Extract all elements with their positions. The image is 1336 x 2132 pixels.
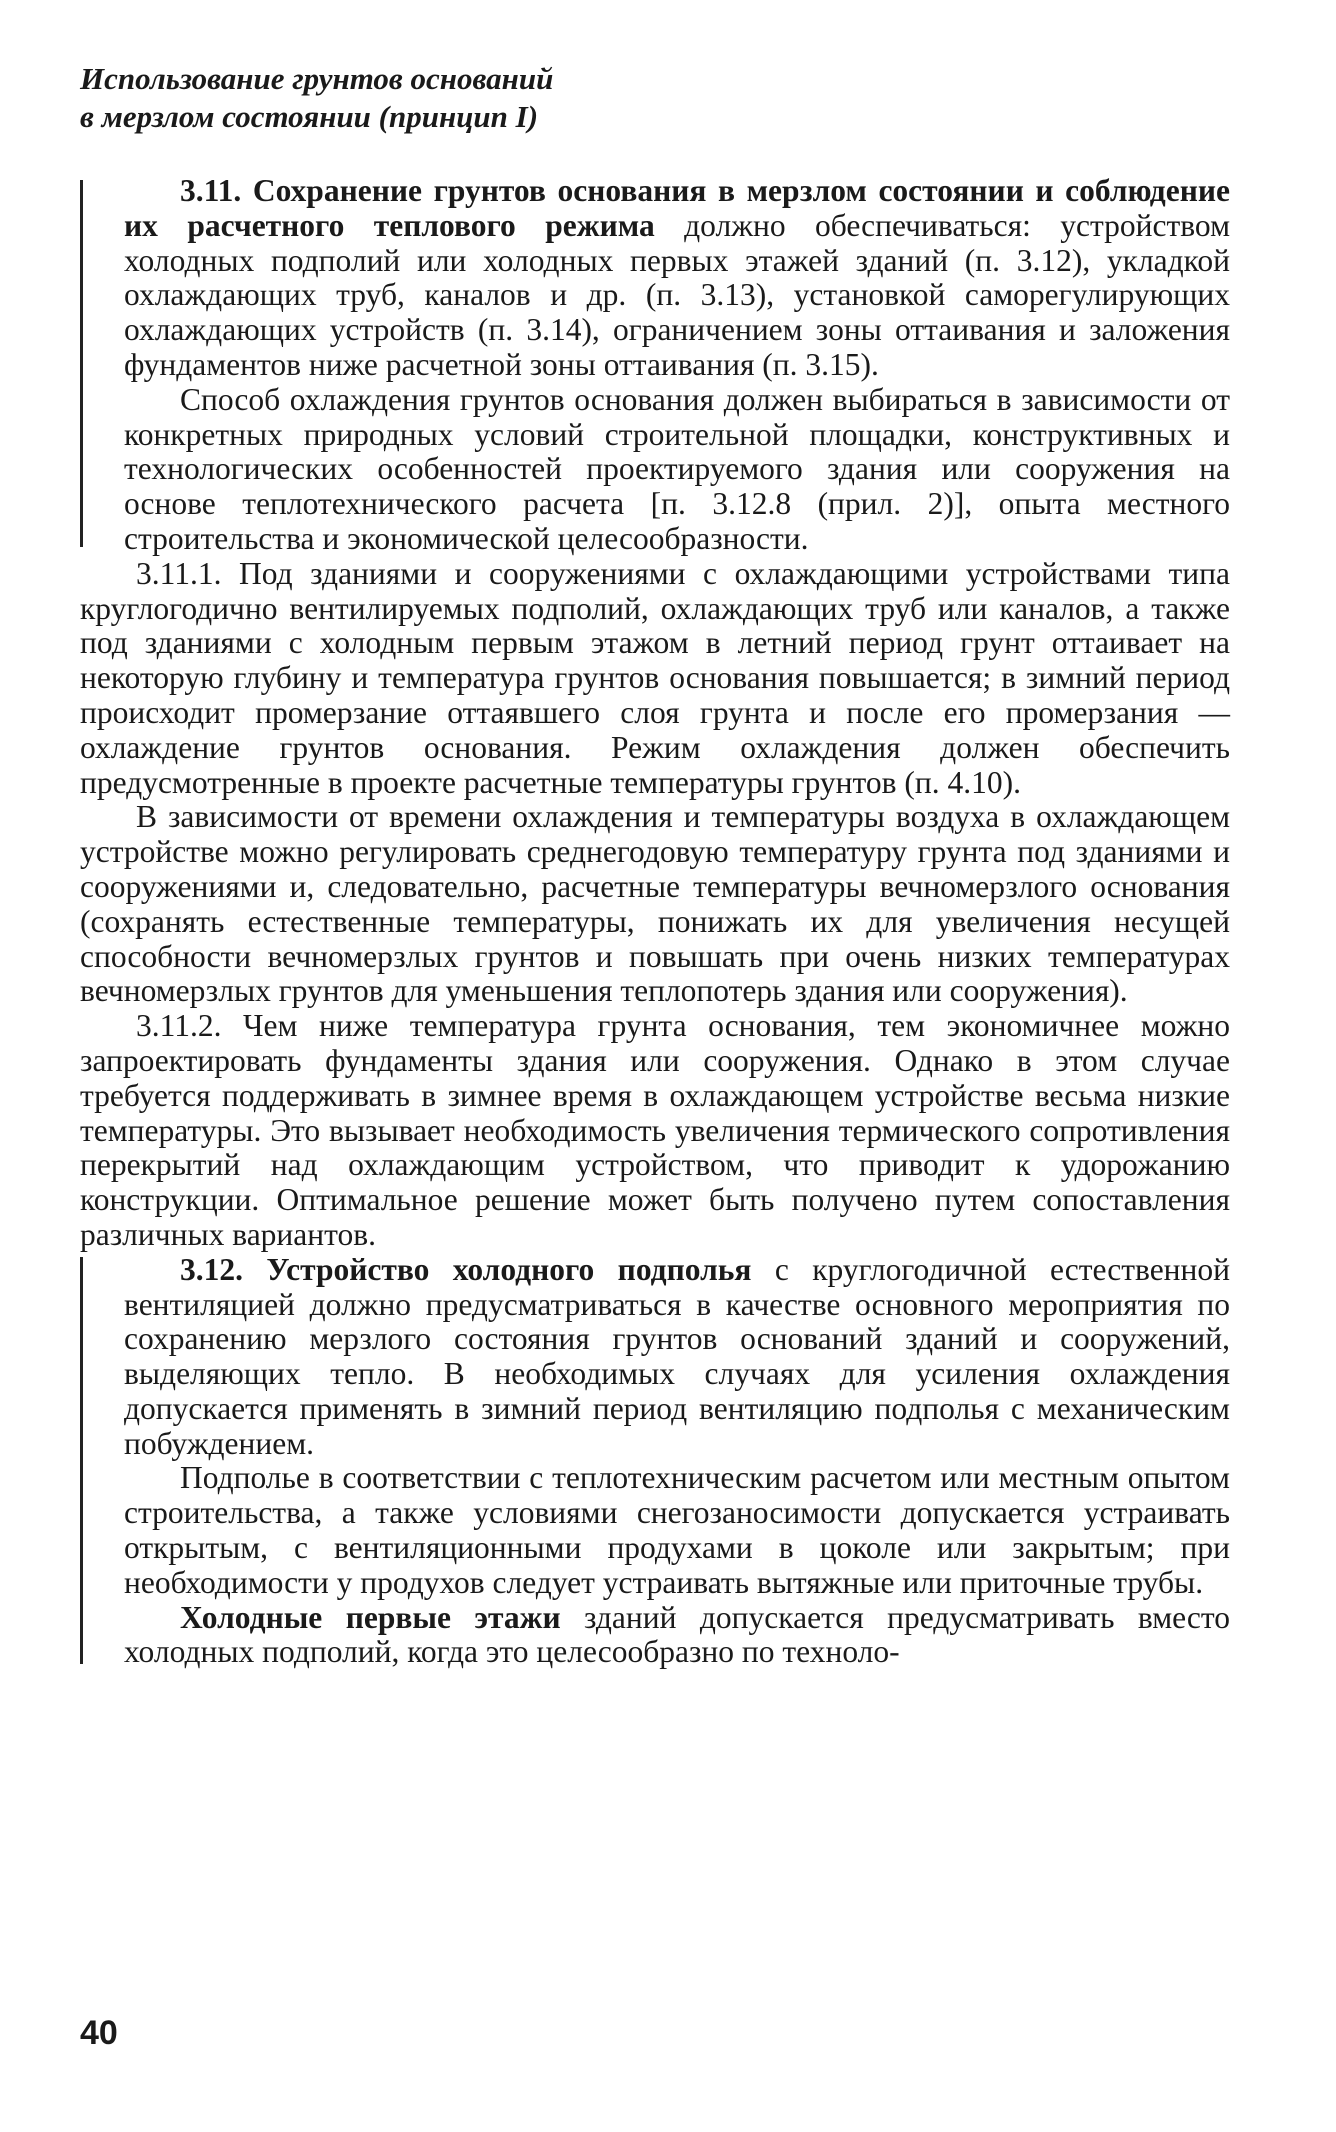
page-number: 40 <box>80 2014 118 2052</box>
document-page <box>80 60 1230 1670</box>
section-3-11-para-2: Способ охлаждения грунтов основания должен выбираться в зависимости от конкретных природных условий строительной площадки, конструктивных и технологических особенностей проектируемого здания или сооружения на основе теплотехнического расчета [п. 3.12.8 (прил. 2)], опыта местного строительства и экономической целесообразности. <box>124 381 1230 556</box>
section-3-11-block <box>80 174 1230 557</box>
heading-line-1: Использование грунтов оснований <box>80 61 554 96</box>
section-3-12-para-1 <box>124 1253 1230 1462</box>
section-3-11-1-para-2: В зависимости от времени охлаждения и температуры воздуха в охлаждающем устройстве можно регулировать среднегодовую температуру грунта под зданиями и сооружениями и, следовательно, расчетные температуры вечномерзлого основания (сохранять естественные температуры, понижать их для увеличения несущей способности вечномерзлых грунтов и повышать при очень низких температурах вечномерзлых грунтов для уменьшения теплопотерь здания или сооружения). <box>80 799 1230 1009</box>
section-3-12-number: 3.12. <box>180 1251 243 1287</box>
section-heading <box>80 60 1230 136</box>
section-3-11-text: должно обеспечиваться: устройством холодных подполий или холодных первых этажей зданий (п. 3.12), укладкой охлаждающих труб, каналов и др. (п. 3.13), установкой саморегулирующих охлаждающих устройств (п. 3.14), ограничением зоны оттаивания и заложения фундаментов ниже расчетной зоны оттаивания (п. 3.15). <box>124 207 1230 382</box>
section-3-11-para-1 <box>124 174 1230 383</box>
heading-line-2: в мерзлом состоянии (принцип I) <box>80 99 539 134</box>
section-3-12-block <box>80 1253 1230 1671</box>
section-3-11-2-para-1: 3.11.2. Чем ниже температура грунта основания, тем экономичнее можно запроектировать фундаменты здания или сооружения. Однако в этом случае требуется поддерживать в зимнее время в охлаждающем устройстве весьма низкие температуры. Это вызывает необходимость увеличения термического сопротивления перекрытий над охлаждающим устройством, что приводит к удорожанию конструкции. Оптимальное решение может быть получено путем сопоставления различных вариантов. <box>80 1008 1230 1252</box>
section-3-11-1-para-1: 3.11.1. Под зданиями и сооружениями с охлаждающими устройствами типа круглогодично вентилируемых подполий, охлаждающих труб или каналов, а также под зданиями с холодным первым этажом в летний период грунт оттаивает на некоторую глубину и температура грунтов основания повышается; в зимний период происходит промерзание оттаявшего слоя грунта и после его промерзания — охлаждение грунтов основания. Режим охлаждения должен обеспечить предусмотренные в проекте расчетные температуры грунтов (п. 4.10). <box>80 555 1230 800</box>
section-3-12-para-3-lead: Холодные первые этажи <box>180 1599 561 1635</box>
section-3-12-para-2: Подполье в соответствии с теплотехническим расчетом или местным опытом строительства, а также условиями снегозаносимости допускается устраивать открытым, с вентиляционными продухами в цоколе или закрытым; при необходимости у продухов следует устраивать вытяжные или приточные трубы. <box>124 1460 1230 1600</box>
section-3-12-para-3-text: зданий допускается предусматривать вместо холодных подполий, когда это целесообразно по техноло- <box>124 1599 1230 1670</box>
section-3-12-text: с круглогодичной естественной вентиляцией должно предусматриваться в качестве основного мероприятия по сохранению мерзлого состояния грунтов оснований зданий и сооружений, выделяющих тепло. В необходимых случаях для усиления охлаждения допускается применять в зимний период вентиляцию подполья с механическим побуждением. <box>124 1251 1231 1461</box>
section-3-12-lead: Устройство холодного подполья <box>266 1251 752 1287</box>
section-3-11-number: 3.11. <box>180 173 242 208</box>
section-3-12-para-3 <box>124 1601 1230 1671</box>
section-3-11-lead: Сохранение грунтов основания в мерзлом состоянии и соблюдение их расчетного теплового режима <box>124 173 1230 243</box>
